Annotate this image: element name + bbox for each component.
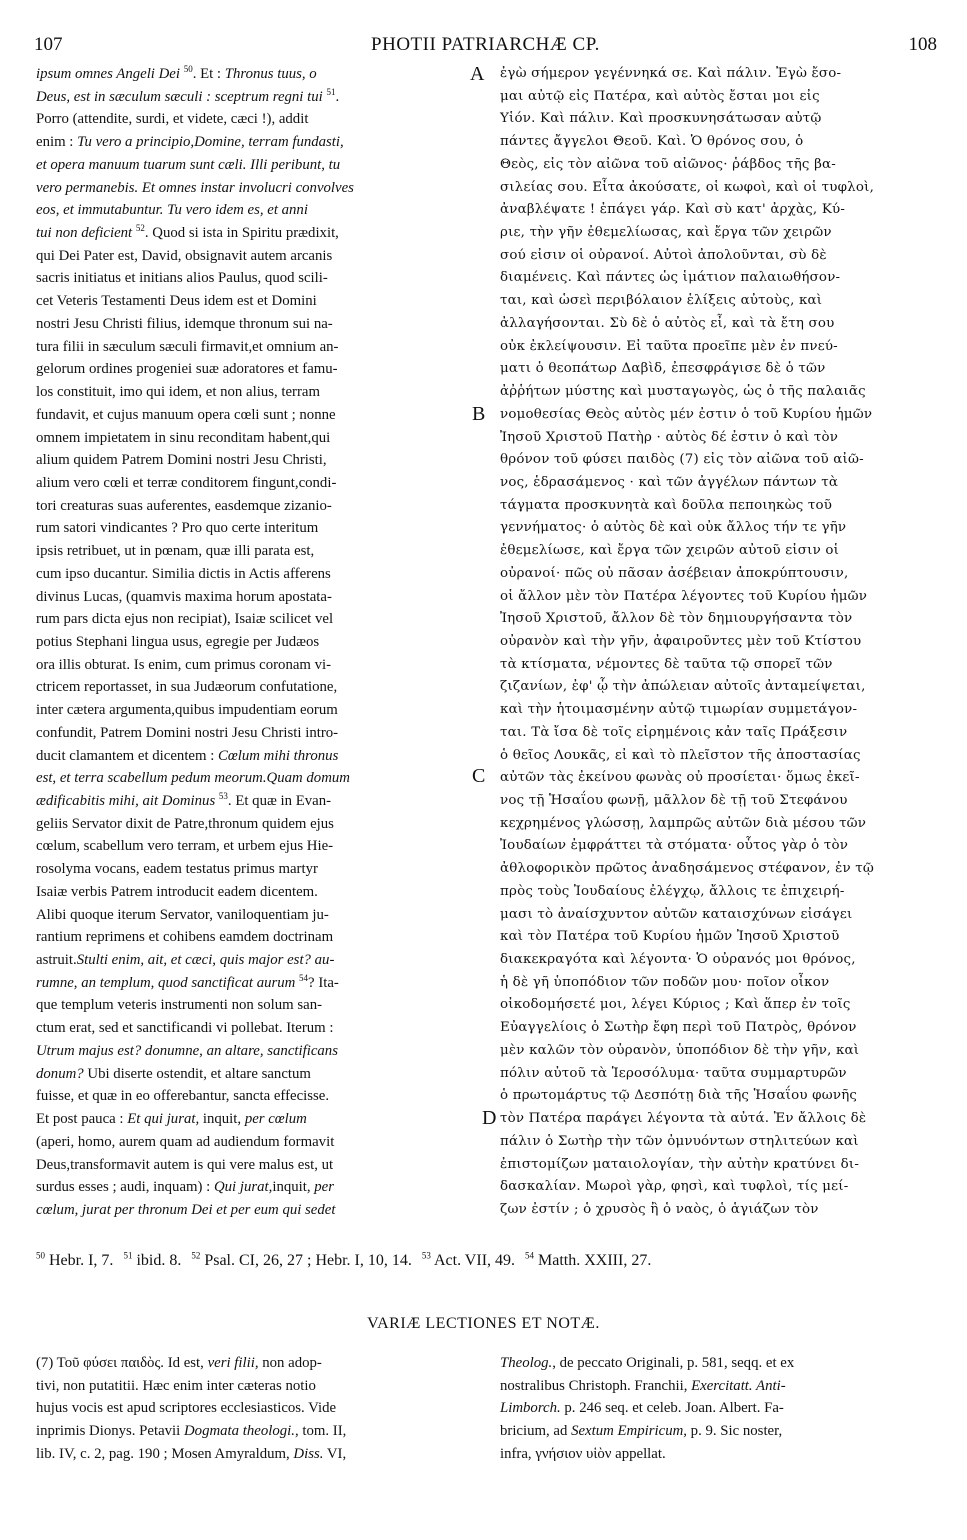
- latin-line: [36, 540, 460, 563]
- text-run: vero permanebis. Et omnes instar involucri convolves: [36, 179, 354, 196]
- footnote-text: Matth. XXIII, 27.: [534, 1252, 652, 1269]
- text-run: surdus esses ; audi, inquam) :: [36, 1179, 214, 1196]
- footnote-number: 54: [525, 1250, 535, 1261]
- greek-line: διακεκραγότα καὶ λέγοντα· Ὁ οὐρανός μοι θρόνος,: [500, 952, 856, 968]
- greek-line: Θεὸς, εἰς τὸν αἰῶνα τοῦ αἰῶνος· ῥάβδος τῆς βα-: [500, 156, 836, 172]
- greek-line: μασι τὸ ἀναίσχυντον αὐτῶν καταισχύνων εἰσάγει: [500, 906, 853, 922]
- text-run: tura filii in sæculum sæculi firmavit,et omnium an-: [36, 338, 339, 355]
- text-run: Limborch.: [500, 1400, 561, 1417]
- latin-line: [36, 972, 460, 995]
- footnote-number: 53: [421, 1250, 431, 1261]
- latin-line: [36, 767, 460, 790]
- text-run: per: [314, 1179, 334, 1196]
- latin-line: [36, 1131, 460, 1154]
- latin-line: [36, 381, 460, 404]
- greek-line: αὐτῶν τὰς ἐκείνου φωνὰς οὐ προσίεται· ὅμως ἐκεῖ-: [500, 770, 860, 786]
- greek-line: τὰ κτίσματα, νέμοντες δὲ ταῦτα τῷ σπορεῖ τῶν: [500, 656, 833, 672]
- text-run: nostralibus Christoph. Franchii,: [500, 1377, 692, 1394]
- text-run: Cœlum mihi thronus: [218, 747, 339, 764]
- running-title: PHOTII PATRIARCHÆ CP.: [371, 34, 600, 55]
- note-line: [500, 1397, 935, 1420]
- greek-line: νομοθεσίας Θεὸς αὐτὸς μέν ἐστιν ὁ τοῦ Κυρίου ἡμῶν: [500, 406, 873, 422]
- latin-line: [36, 245, 460, 268]
- text-run: lib. IV, c. 2, pag. 190 ; Mosen Amyraldum,: [36, 1445, 294, 1462]
- notes-left-column: [36, 1352, 466, 1466]
- text-run: Ubi diserte ostendit, et altare sanctum: [83, 1065, 311, 1082]
- greek-line: διαμένεις. Καὶ πάντες ὡς ἱμάτιον παλαιωθήσον-: [500, 270, 841, 286]
- text-run: Diss.: [293, 1445, 324, 1462]
- footnote-number: 51: [123, 1250, 133, 1261]
- note-line: [36, 1397, 466, 1420]
- note-line: [500, 1420, 935, 1443]
- page-header: [34, 30, 937, 60]
- latin-line: [36, 154, 460, 177]
- text-run: per cœlum: [244, 1111, 307, 1128]
- text-run: rumne, an templum, quod sanctificat aurum: [36, 974, 300, 991]
- text-run: ædificabitis mihi, ait Dominus: [36, 793, 219, 809]
- footnote-text: Psal. CI, 26, 27 ; Hebr. I, 10, 14.: [200, 1252, 412, 1269]
- latin-line: [36, 904, 460, 927]
- text-run: ora illis obturat. Is enim, cum primus coronam vi-: [36, 656, 332, 673]
- scripture-footnotes: [36, 1249, 937, 1273]
- text-run: ? Ita-: [308, 974, 339, 991]
- text-run: tivi, non putatitii. Hæc enim inter cæteras notio: [36, 1377, 316, 1394]
- latin-line: [36, 131, 460, 154]
- text-run: inquit,: [199, 1111, 245, 1128]
- greek-line: ριε, τὴν γῆν ἐθεμελίωσας, καὶ ἔργα τῶν χειρῶν: [500, 225, 832, 241]
- footnote-ref: 53: [218, 791, 228, 802]
- page-number-right: 108: [908, 34, 937, 55]
- notes-heading: VARIÆ LECTIONES ET NOTÆ.: [367, 1315, 600, 1332]
- footnote-number: 50: [36, 1250, 45, 1261]
- text-run: ipsum omnes Angeli Dei: [36, 66, 184, 82]
- text-run: VI,: [323, 1445, 347, 1462]
- note-line: [500, 1375, 935, 1398]
- footnote: [123, 1252, 181, 1269]
- latin-line: [36, 994, 460, 1017]
- text-run: cum ipso ducantur. Similia dictis in Actis afferens: [36, 565, 331, 582]
- footnote-ref: 51: [326, 86, 336, 97]
- text-run: rum satori vindicantes ? Pro quo certe interitum: [36, 520, 319, 537]
- text-run: cœlum, jurat per thronum Dei et per eum qui sedet: [36, 1201, 336, 1218]
- greek-line: Ἰησοῦ Χριστοῦ Πατὴρ · αὐτὸς δέ ἐστιν ὁ καὶ τὸν: [500, 429, 839, 445]
- greek-line: κεχρημένος γλώσσῃ, λαμπρῶς αὐτῶν διὰ μέσου τῶν: [500, 815, 867, 831]
- latin-line: [36, 699, 460, 722]
- greek-line: ἀναβλέψατε ! ἐπάγει γάρ. Καὶ σὺ κατ' ἀρχὰς, Κύ-: [500, 202, 846, 218]
- text-run: enim :: [36, 134, 78, 151]
- text-run: inter cætera argumenta,quibus impudentiam eorum: [36, 702, 338, 719]
- text-run: Stulti enim, ait, et cæci, quis major est? au-: [76, 952, 335, 969]
- greek-line: τὸν Πατέρα παράγει λέγοντα τὰ αὐτά. Ἐν ἄλλοις δὲ: [500, 1111, 867, 1127]
- latin-line: [36, 608, 460, 631]
- text-run: Porro (attendite, surdi, et videte, cæci !), addit: [36, 111, 309, 128]
- latin-line: [36, 676, 460, 699]
- text-run: .: [335, 88, 340, 105]
- latin-line: [36, 586, 460, 609]
- greek-line: Υἱόν. Καὶ πάλιν. Καὶ προσκυνησάτωσαν αὐτῷ: [500, 111, 822, 127]
- greek-line: ἐγὼ σήμερον γεγέννηκά σε. Καὶ πάλιν. Ἐγὼ ἔσο-: [500, 66, 842, 81]
- latin-line: [36, 654, 460, 677]
- text-run: (7) Τοῦ φύσει παιδὸς. Id est,: [36, 1355, 208, 1371]
- greek-line: ται. Τὰ ἴσα δὲ τοῖς εἰρημένοις κἀν ταῖς Πράξεσιν: [500, 724, 848, 740]
- latin-line: [36, 222, 460, 245]
- latin-line: [36, 267, 460, 290]
- text-run: et opera manuum tuarum sunt cæli. Illi peribunt, tu: [36, 156, 341, 173]
- greek-line: ὁ θεῖος Λουκᾶς, εἰ καὶ τὸ πλεῖστον τῆς ἀποστασίας: [500, 747, 861, 763]
- greek-line: ἡ δὲ γῆ ὑποπόδιον τῶν ποδῶν μου· ποῖον οἶκον: [500, 974, 830, 990]
- text-run: confundit, Patrem Domini nostri Jesu Christi intro-: [36, 724, 339, 741]
- text-run: Dogmata theologi.: [183, 1423, 295, 1440]
- latin-line: [36, 1154, 460, 1177]
- latin-line: [36, 472, 460, 495]
- text-run: que templum veteris instrumenti non solum san-: [36, 997, 323, 1014]
- text-run: hujus vocis est apud scriptores ecclesiasticos. Vide: [36, 1400, 337, 1417]
- latin-line: [36, 336, 460, 359]
- text-run: veri filii,: [207, 1355, 259, 1371]
- text-run: p. 9. Sic noster,: [686, 1423, 783, 1440]
- greek-line: οὐκ ἐκλείψουσιν. Εἰ ταῦτα προεῖπε μὲν ἐν πνεύ-: [500, 338, 838, 354]
- text-run: ipsis retribuet, ut in pœnam, quæ illi parata est,: [36, 543, 315, 560]
- greek-line: πρὸς τοὺς Ἰουδαίους ἐλέγχῳ, ἄλλοις τε ἐπιχειρή-: [500, 883, 845, 899]
- latin-line: [36, 290, 460, 313]
- greek-line: Ἰησοῦ Χριστοῦ, ἄλλον δὲ τὸν δημιουργήσαντα τὸν: [500, 611, 853, 627]
- latin-line: [36, 722, 460, 745]
- greek-line: Εὐαγγελίοις ὁ Σωτὴρ ἔφη περὶ τοῦ Πατρὸς, θρόνον: [500, 1020, 857, 1036]
- greek-line: οἰκοδομήσετέ μοι, λέγει Κύριος ; Καὶ ἅπερ ἐν τοῖς: [500, 997, 851, 1013]
- footnote: [36, 1252, 113, 1269]
- latin-line: [36, 404, 460, 427]
- greek-line: σιλείας σου. Εἶτα ἀκούσατε, οἱ κωφοὶ, καὶ οἱ τυφλοὶ,: [500, 179, 875, 195]
- latin-line: [36, 563, 460, 586]
- footnote-ref: 50: [183, 64, 193, 75]
- text-run: alium quidem Patrem Domini nostri Jesu Christi,: [36, 452, 327, 469]
- greek-line: ὁ πρωτομάρτυς τῷ Δεσπότῃ διὰ τῆς Ἡσαΐου φωνῆς: [500, 1088, 858, 1104]
- note-line: [500, 1443, 935, 1466]
- latin-line: [36, 1085, 460, 1108]
- latin-line: [36, 858, 460, 881]
- text-run: eos, et immutabuntur. Tu vero idem es, et anni: [36, 202, 308, 219]
- text-run: gelorum ordines progeniei suæ adoratores et famu-: [36, 361, 338, 378]
- greek-line: θρόνον τοῦ φύσει παιδὸς (7) εἰς τὸν αἰῶνα τοῦ αἰῶ-: [500, 452, 864, 468]
- text-run: tori creaturas suas auferentes, easdemque zizanio-: [36, 497, 332, 514]
- latin-line: [36, 1017, 460, 1040]
- greek-line: τάγματα προσκυνητὰ καὶ δοῦλα πεποιηκὼς τοῦ: [500, 497, 833, 513]
- latin-line: [36, 199, 460, 222]
- latin-line: [36, 108, 460, 131]
- note-line: [500, 1352, 935, 1375]
- margin-marker-d: D: [482, 1107, 497, 1129]
- greek-line: ζιζανίων, ἐφ' ᾧ τὴν ἀπώλειαν αὐτοῖς ἀνταμείψεται,: [500, 679, 866, 695]
- text-run: sacris initiatus et initians alios Paulus, quod scili-: [36, 270, 328, 287]
- latin-line: [36, 949, 460, 972]
- latin-line: [36, 745, 460, 768]
- greek-line: ἀθλοφορικὸν πρῶτος ἀναδησάμενος στέφανον, ἐν τῷ: [500, 861, 875, 877]
- text-run: inprimis Dionys. Petavii: [36, 1423, 184, 1440]
- greek-line: ζων ἐστίν ; ὁ χρυσὸς ἢ ὁ ναὸς, ὁ ἁγιάζων τὸν: [500, 1201, 819, 1217]
- text-run: ctum erat, sed et sanctificandi vi pollebat. Iterum :: [36, 1020, 334, 1037]
- greek-line: ται, καὶ ὡσεὶ περιβόλαιον ἑλίξεις αὐτοὺς, καὶ: [500, 293, 823, 309]
- notes-right-column: [500, 1352, 935, 1466]
- text-run: inquit,: [272, 1179, 315, 1196]
- text-run: . Et :: [192, 66, 225, 82]
- footnote-text: Act. VII, 49.: [430, 1252, 516, 1269]
- footnote: [191, 1252, 412, 1269]
- greek-line: σού εἰσιν οἱ οὐρανοί. Αὐτοὶ ἀπολοῦνται, σὺ δὲ: [500, 247, 827, 263]
- greek-line: πάντες ἄγγελοι Θεοῦ. Καὶ. Ὁ θρόνος σου, ὁ: [500, 134, 804, 150]
- greek-line: δασκαλίαν. Μωροὶ γὰρ, φησὶ, καὶ τυφλοὶ, τίς μεί-: [500, 1179, 849, 1195]
- text-run: astruit.: [36, 952, 77, 969]
- text-run: Qui jurat,: [213, 1179, 273, 1196]
- latin-line: [36, 790, 460, 813]
- text-run: Deus,transformavit autem is qui vere malus est, ut: [36, 1156, 334, 1173]
- greek-line: οὐρανοί· πῶς οὐ πᾶσαν ἀσέβειαν ἀποκρύπτουσιν,: [500, 565, 849, 581]
- text-run: , de peccato Originali, p. 581, seqq. et ex: [552, 1355, 795, 1371]
- footnote-ref: 54: [299, 972, 309, 983]
- text-run: . Quod si ista in Spiritu prædixit,: [144, 225, 339, 242]
- greek-line: ἀῤῥήτων μύστης καὶ μυσταγωγὸς, ὡς ὁ τῆς παλαιᾶς: [500, 384, 866, 400]
- latin-line: [36, 881, 460, 904]
- footnote: [525, 1252, 651, 1269]
- text-run: Et post pauca :: [36, 1111, 128, 1128]
- text-run: rum pars dicta ejus non recipiat), Isaiæ scilicet vel: [36, 611, 334, 628]
- greek-line: πάλιν ὁ Σωτὴρ τὴν τῶν ὀμνυόντων στηλιτεύων καὶ: [500, 1133, 859, 1149]
- latin-line: [36, 1176, 460, 1199]
- greek-column: [500, 63, 930, 1222]
- note-line: [36, 1375, 466, 1398]
- note-line: [36, 1352, 466, 1375]
- latin-line: [36, 358, 460, 381]
- text-run: alium vero cœli et terræ conditorem fingunt,condi-: [36, 474, 337, 491]
- latin-line: [36, 177, 460, 200]
- latin-line: [36, 495, 460, 518]
- text-run: donum?: [36, 1065, 84, 1082]
- text-run: , tom. II,: [294, 1423, 347, 1440]
- footnote-text: Hebr. I, 7.: [45, 1252, 114, 1269]
- latin-line: [36, 1199, 460, 1222]
- text-run: Et qui jurat,: [127, 1111, 200, 1128]
- text-run: rosolyma vocans, eadem testatus primus martyr: [36, 861, 318, 878]
- greek-line: οὐρανὸν καὶ τὴν γῆν, ἀφαιροῦντες μὲν τοῦ Κτίστου: [500, 633, 862, 649]
- text-run: . Et quæ in Evan-: [227, 793, 332, 809]
- text-run: cet Veteris Testamenti Deus idem est et Domini: [36, 293, 317, 310]
- text-run: rantium reprimens et cohibens eamdem doctrinam: [36, 929, 334, 946]
- greek-line: ἀλλαγήσονται. Σὺ δὲ ὁ αὐτὸς εἶ, καὶ τὰ ἔτη σου: [500, 315, 835, 331]
- text-run: Tu vero a principio,Domine, terram fundasti,: [77, 134, 344, 151]
- latin-line: [36, 427, 460, 450]
- page-number-left: 107: [34, 34, 63, 55]
- latin-column: [36, 63, 460, 1222]
- text-run: est, et terra scabellum pedum meorum.Quam domum: [36, 770, 350, 787]
- margin-marker-c: C: [472, 765, 486, 787]
- text-run: Utrum majus est? donumne, an altare, sanctificans: [36, 1042, 338, 1059]
- text-run: bricium, ad: [500, 1423, 572, 1440]
- footnote-ref: 52: [135, 223, 145, 234]
- greek-line: μαι αὐτῷ εἰς Πατέρα, καὶ αὐτὸς ἔσται μοι εἰς: [500, 88, 820, 104]
- greek-line: μὲν καλῶν τὸν οὐρανὸν, ὑποπόδιον δὲ τὴν γῆν, καὶ: [500, 1042, 860, 1058]
- latin-line: [36, 517, 460, 540]
- text-run: cœlum, scabellum vero terram, et urbem ejus Hie-: [36, 838, 334, 855]
- text-run: divinus Lucas, (quamvis maxima horum apostata-: [36, 588, 332, 605]
- latin-line: [36, 813, 460, 836]
- text-run: ducit clamantem et dicentem :: [36, 747, 219, 764]
- text-run: potius Stephani lingua usus, egregie per Judæos: [36, 633, 320, 650]
- greek-line: γεννήματος· ὁ αὐτὸς δὲ καὶ οὐκ ἄλλος τήν τε γῆν: [500, 520, 847, 536]
- footnote-number: 52: [191, 1250, 201, 1261]
- text-run: Exercitatt. Anti-: [691, 1377, 786, 1394]
- text-run: infra, γνήσιον υἱὸν appellat.: [500, 1445, 666, 1462]
- greek-line: καὶ τὴν ἡτοιμασμένην αὐτῷ τιμωρίαν συμμετάγον-: [500, 702, 858, 718]
- text-run: omnem impietatem in sinu reconditam habent,qui: [36, 429, 331, 446]
- greek-line: οἱ ἄλλον μὲν τὸν Πατέρα λέγοντες τοῦ Κυρίου ἡμῶν: [500, 588, 868, 604]
- margin-marker-a: A: [470, 63, 485, 85]
- text-run: p. 246 seq. et celeb. Joan. Albert. Fa-: [560, 1400, 784, 1417]
- latin-line: [36, 835, 460, 858]
- latin-line: [36, 63, 460, 86]
- footnote-text: ibid. 8.: [132, 1252, 182, 1269]
- text-run: (aperi, homo, aurem quam ad audiendum formavit: [36, 1133, 335, 1150]
- greek-line: ἐθεμελίωσε, καὶ ἔργα τῶν χειρῶν αὐτοῦ εἰσιν οἱ: [500, 543, 840, 559]
- text-run: fuisse, et quæ in eo offerebantur, sancta effecisse.: [36, 1088, 330, 1105]
- footnote: [422, 1252, 515, 1269]
- note-line: [36, 1443, 466, 1466]
- greek-line: καὶ τὸν Πατέρα τοῦ Κυρίου ἡμῶν Ἰησοῦ Χριστοῦ: [500, 929, 840, 945]
- greek-line: Ἰουδαίων ἐμφράττει τὰ στόματα· οὗτος γὰρ ὁ τὸν: [500, 838, 849, 854]
- greek-line: πόλιν αὐτοῦ τὰ Ἱεροσόλυμα· ταῦτα συμμαρτυρῶν: [500, 1065, 847, 1081]
- text-run: nostri Jesu Christi filius, idemque thronum sui na-: [36, 315, 333, 332]
- greek-line: νος, ἑδρασάμενος · καὶ τῶν ἀγγέλων πάντων τὰ: [500, 474, 839, 490]
- note-line: [36, 1420, 466, 1443]
- greek-line: ματι ὁ θεοπάτωρ Δαβὶδ, ἐπεσφράγισε δὲ ὁ τῶν: [500, 361, 826, 377]
- text-run: Isaiæ verbis Patrem introducit eadem dicentem.: [36, 883, 318, 900]
- greek-line: ἐπιστομίζων ματαιολογίαν, τὴν αὐτὴν κρατύνει δι-: [500, 1156, 860, 1172]
- text-run: non adop-: [258, 1355, 322, 1371]
- latin-line: [36, 449, 460, 472]
- latin-line: [36, 926, 460, 949]
- latin-line: [36, 1108, 460, 1131]
- text-run: Sextum Empiricum,: [571, 1423, 687, 1440]
- margin-marker-b: B: [472, 403, 486, 425]
- text-run: geliis Servator dixit de Patre,thronum quidem ejus: [36, 815, 334, 832]
- text-run: Thronus tuus, o: [224, 66, 317, 82]
- text-run: Deus, est in sæculum sæculi : sceptrum regni tui: [36, 88, 327, 105]
- text-run: fundavit, et cujus manuum opera cœli sunt ; nonne: [36, 406, 336, 423]
- text-run: tui non deficient: [36, 225, 136, 242]
- text-run: los constituit, imo qui idem, et non alius, terram: [36, 384, 320, 401]
- text-run: Theolog.: [500, 1355, 553, 1371]
- text-run: Alibi quoque iterum Servator, vaniloquentiam ju-: [36, 906, 329, 923]
- greek-line: νος τῇ Ἡσαΐου φωνῇ, μᾶλλον δὲ τῇ τοῦ Στεφάνου: [500, 793, 848, 808]
- latin-line: [36, 313, 460, 336]
- text-run: ctricem reportasset, in sua Judæorum confutatione,: [36, 679, 338, 696]
- latin-line: [36, 1063, 460, 1086]
- latin-line: [36, 631, 460, 654]
- latin-line: [36, 86, 460, 109]
- text-run: qui Dei Pater est, David, obsignavit autem arcanis: [36, 247, 333, 264]
- latin-line: [36, 1040, 460, 1063]
